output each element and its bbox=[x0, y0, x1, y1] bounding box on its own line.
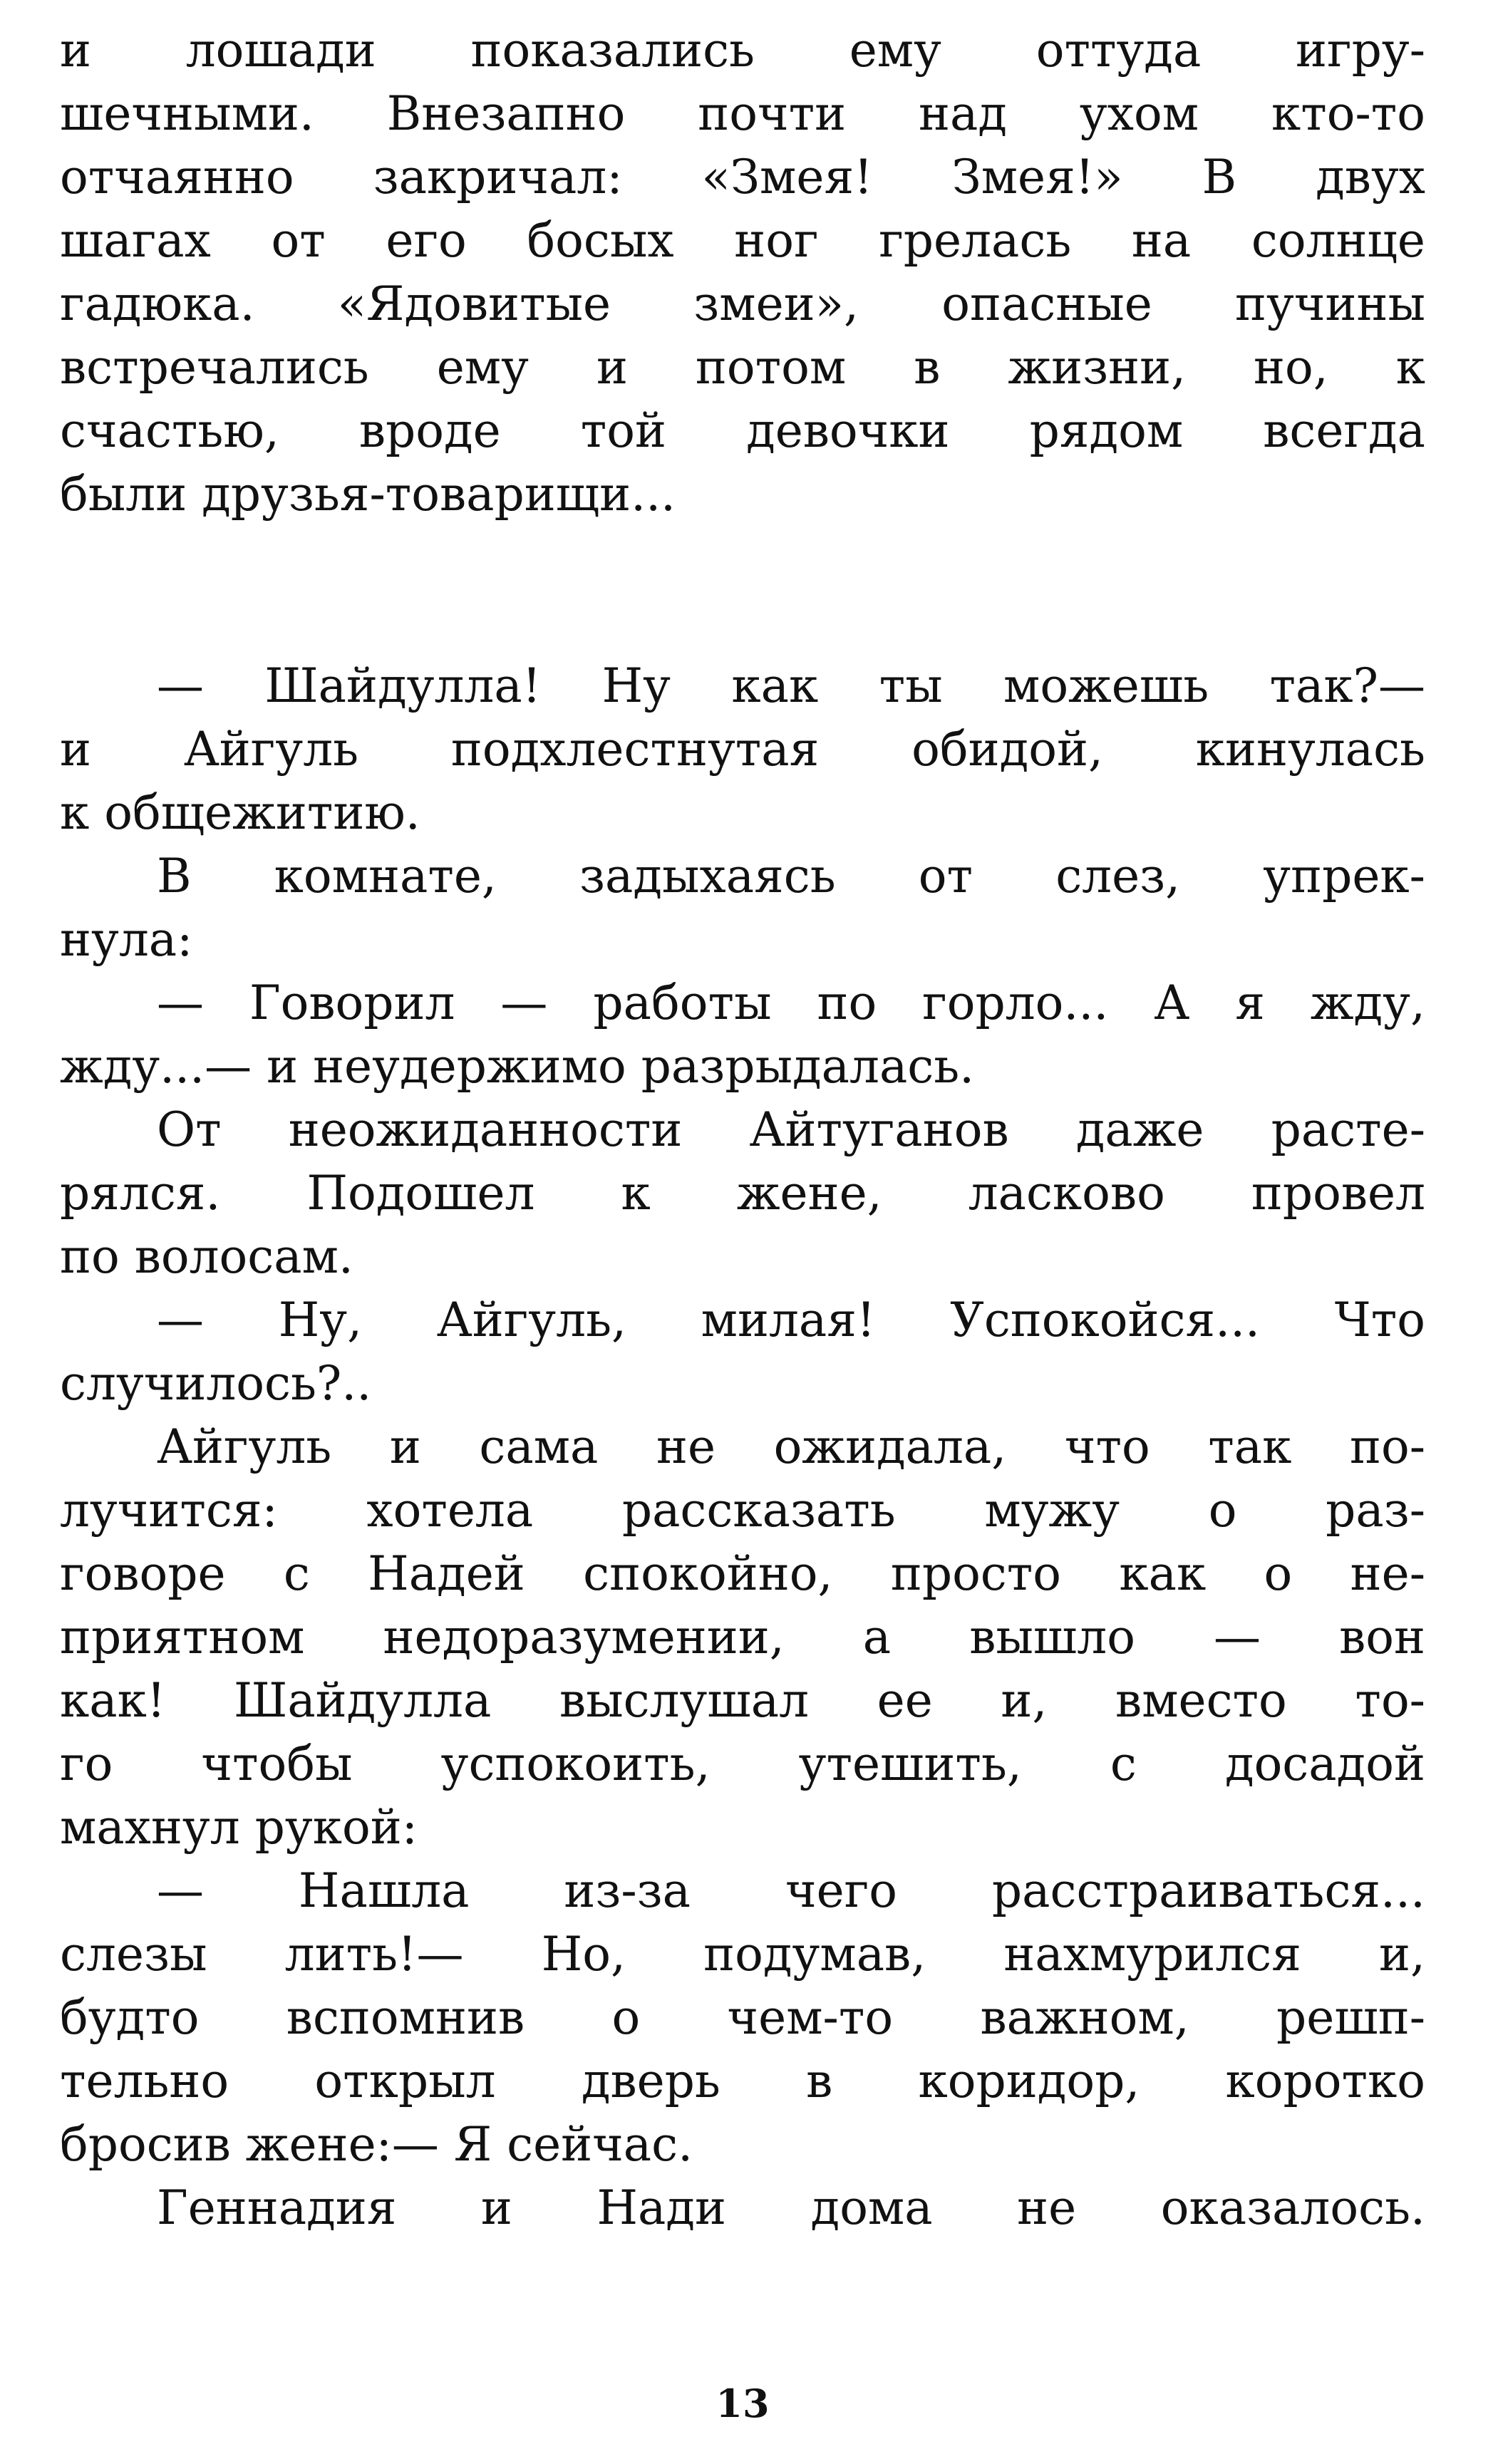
text-line: шечными. Внезапно почти над ухом кто-то bbox=[60, 86, 1425, 141]
text-line: встречались ему и потом в жизни, но, к bbox=[60, 340, 1425, 395]
text-line: слезы лить!— Но, подумав, нахмурился и, bbox=[60, 1927, 1425, 1982]
text-line: — Нашла из-за чего расстраиваться... bbox=[157, 1863, 1425, 1918]
text-line: по волосам. bbox=[60, 1229, 353, 1284]
text-line: — Ну, Айгуль, милая! Успокойся... Что bbox=[157, 1293, 1425, 1347]
book-page bbox=[60, 0, 1425, 2464]
text-line: как! Шайдулла выслушал ее и, вместо то- bbox=[60, 1673, 1425, 1728]
text-line: и Айгуль подхлестнутая обидой, кинулась bbox=[60, 722, 1425, 777]
text-line: — Шайдулла! Ну как ты можешь так?— bbox=[157, 658, 1425, 713]
text-line: бросив жене:— Я сейчас. bbox=[60, 2117, 693, 2172]
text-line: будто вспомнив о чем-то важном, решп- bbox=[60, 1990, 1425, 2045]
text-line: гадюка. «Ядовитые змеи», опасные пучины bbox=[60, 276, 1425, 331]
text-line: были друзья-товарищи... bbox=[60, 467, 676, 522]
text-line: к общежитию. bbox=[60, 785, 420, 840]
text-line: нула: bbox=[60, 912, 193, 967]
text-line: От неожиданности Айтуганов даже расте- bbox=[157, 1102, 1425, 1157]
text-line: Геннадия и Нади дома не оказалось. bbox=[157, 2180, 1425, 2235]
page-number: 13 bbox=[716, 2381, 770, 2426]
text-line: В комнате, задыхаясь от слез, упрек- bbox=[157, 849, 1425, 904]
text-line: отчаянно закричал: «Змея! Змея!» В двух bbox=[60, 150, 1425, 205]
text-line: жду...— и неудержимо разрыдалась. bbox=[60, 1039, 975, 1094]
text-line: — Говорил — работы по горло... А я жду, bbox=[157, 975, 1425, 1030]
text-line: и лошади показались ему оттуда игру- bbox=[60, 23, 1425, 78]
text-line: рялся. Подошел к жене, ласково провел bbox=[60, 1166, 1425, 1221]
text-line: тельно открыл дверь в коридор, коротко bbox=[60, 2054, 1425, 2108]
text-line: шагах от его босых ног грелась на солнце bbox=[60, 213, 1425, 268]
text-line: приятном недоразумении, а вышло — вон bbox=[60, 1610, 1425, 1665]
text-line: Айгуль и сама не ожидала, что так по- bbox=[157, 1419, 1425, 1474]
text-line: случилось?.. bbox=[60, 1356, 372, 1411]
text-line: счастью, вроде той девочки рядом всегда bbox=[60, 403, 1425, 458]
text-line: го чтобы успокоить, утешить, с досадой bbox=[60, 1736, 1425, 1791]
text-line: лучится: хотела рассказать мужу о раз- bbox=[60, 1483, 1425, 1538]
text-line: говоре с Надей спокойно, просто как о не- bbox=[60, 1546, 1425, 1601]
text-line: махнул рукой: bbox=[60, 1800, 418, 1855]
